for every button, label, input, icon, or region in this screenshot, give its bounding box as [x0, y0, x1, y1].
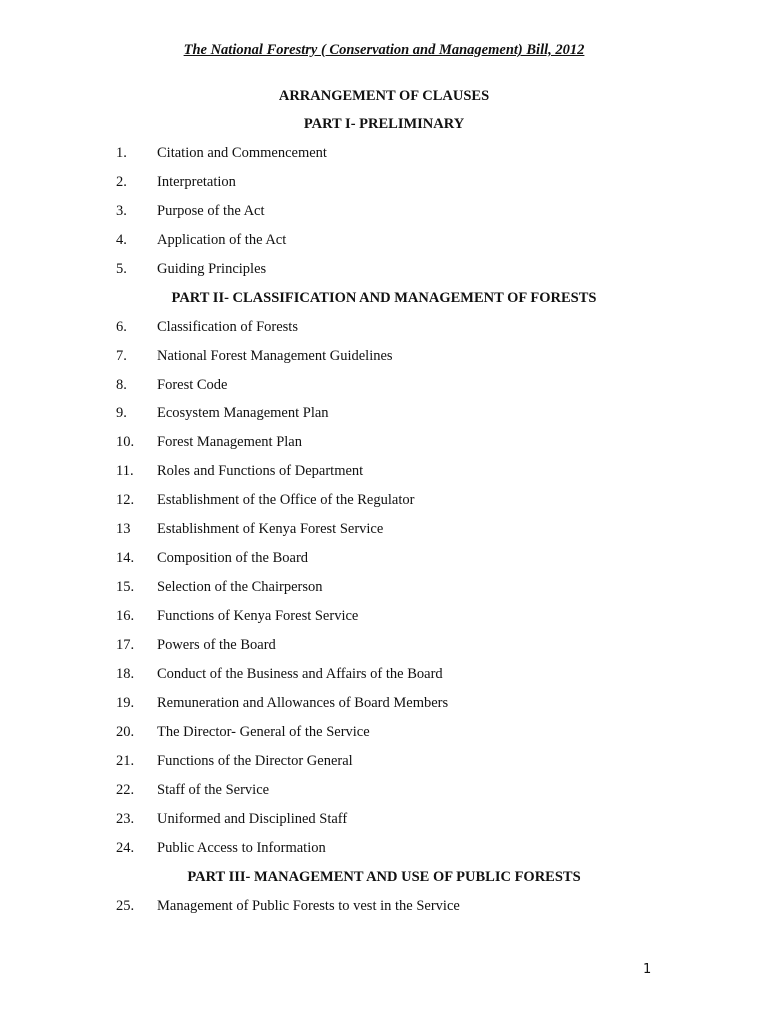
clause-row [0, 232, 768, 252]
clause-title: Forest Management Plan [157, 434, 302, 450]
clause-row [0, 174, 768, 194]
clause-title: Establishment of Kenya Forest Service [157, 521, 384, 537]
clause-title: Guiding Principles [157, 261, 267, 277]
clause-number: 3. [116, 203, 127, 219]
clause-title: Purpose of the Act [157, 203, 265, 219]
clause-row [0, 811, 768, 831]
clause-title: Remuneration and Allowances of Board Members [157, 695, 449, 711]
clause-row [0, 348, 768, 368]
clause-number: 11. [116, 463, 134, 479]
clause-title: Roles and Functions of Department [157, 463, 364, 479]
clause-number: 2. [116, 174, 127, 190]
clause-title: Conduct of the Business and Affairs of the Board [157, 666, 443, 682]
clause-number: 1. [116, 145, 127, 161]
clause-row [0, 521, 768, 541]
part-heading: PART II- CLASSIFICATION AND MANAGEMENT OF FORESTS [171, 290, 597, 306]
clause-number: 13 [116, 521, 131, 537]
clause-title: National Forest Management Guidelines [157, 348, 393, 364]
clause-row [0, 782, 768, 802]
part-heading: PART I- PRELIMINARY [303, 116, 465, 132]
running-title: The National Forestry ( Conservation and Management) Bill, 2012 [183, 42, 585, 58]
clause-title: Classification of Forests [157, 319, 298, 335]
clause-number: 20. [116, 724, 135, 740]
clause-row [0, 579, 768, 599]
clause-title: Functions of the Director General [157, 753, 353, 769]
clause-row [0, 666, 768, 686]
clause-title: Interpretation [157, 174, 236, 190]
clause-row [0, 319, 768, 339]
clause-number: 14. [116, 550, 135, 566]
clause-number: 23. [116, 811, 135, 827]
clause-number: 16. [116, 608, 135, 624]
part-heading: PART III- MANAGEMENT AND USE OF PUBLIC FORESTS [187, 869, 581, 885]
clause-title: Uniformed and Disciplined Staff [157, 811, 348, 827]
clause-title: Selection of the Chairperson [157, 579, 323, 595]
clause-row [0, 261, 768, 281]
clause-row [0, 550, 768, 570]
clause-title: Ecosystem Management Plan [157, 405, 329, 421]
clause-number: 12. [116, 492, 135, 508]
clause-row [0, 145, 768, 165]
clause-number: 4. [116, 232, 127, 248]
clause-row [0, 724, 768, 744]
clause-number: 5. [116, 261, 127, 277]
clause-row [0, 405, 768, 425]
clause-number: 22. [116, 782, 135, 798]
clause-row [0, 898, 768, 918]
clause-row [0, 492, 768, 512]
clause-title: Composition of the Board [157, 550, 309, 566]
arrangement-heading: ARRANGEMENT OF CLAUSES [278, 88, 490, 104]
clause-row [0, 637, 768, 657]
clause-title: Functions of Kenya Forest Service [157, 608, 359, 624]
clause-row [0, 203, 768, 223]
clause-number: 17. [116, 637, 135, 653]
clause-row [0, 608, 768, 628]
clause-number: 7. [116, 348, 127, 364]
clause-title: Powers of the Board [157, 637, 276, 653]
clause-number: 10. [116, 434, 135, 450]
clause-number: 6. [116, 319, 127, 335]
clause-row [0, 695, 768, 715]
clause-number: 25. [116, 898, 135, 914]
clause-title: Staff of the Service [157, 782, 270, 798]
clause-row [0, 753, 768, 773]
clause-row [0, 377, 768, 397]
clause-title: Public Access to Information [157, 840, 326, 856]
clause-title: Establishment of the Office of the Regulator [157, 492, 415, 508]
clause-row [0, 840, 768, 860]
clause-title: Application of the Act [157, 232, 287, 248]
clause-row [0, 463, 768, 483]
clause-number: 18. [116, 666, 135, 682]
clause-title: Forest Code [157, 377, 228, 393]
clause-number: 8. [116, 377, 127, 393]
clause-title: Management of Public Forests to vest in the Service [157, 898, 460, 914]
page-number: 1 [643, 962, 652, 977]
clause-number: 9. [116, 405, 127, 421]
clause-number: 24. [116, 840, 135, 856]
clause-title: Citation and Commencement [157, 145, 327, 161]
clause-number: 15. [116, 579, 135, 595]
clause-number: 21. [116, 753, 135, 769]
clause-number: 19. [116, 695, 135, 711]
clause-title: The Director- General of the Service [157, 724, 370, 740]
clause-row [0, 434, 768, 454]
